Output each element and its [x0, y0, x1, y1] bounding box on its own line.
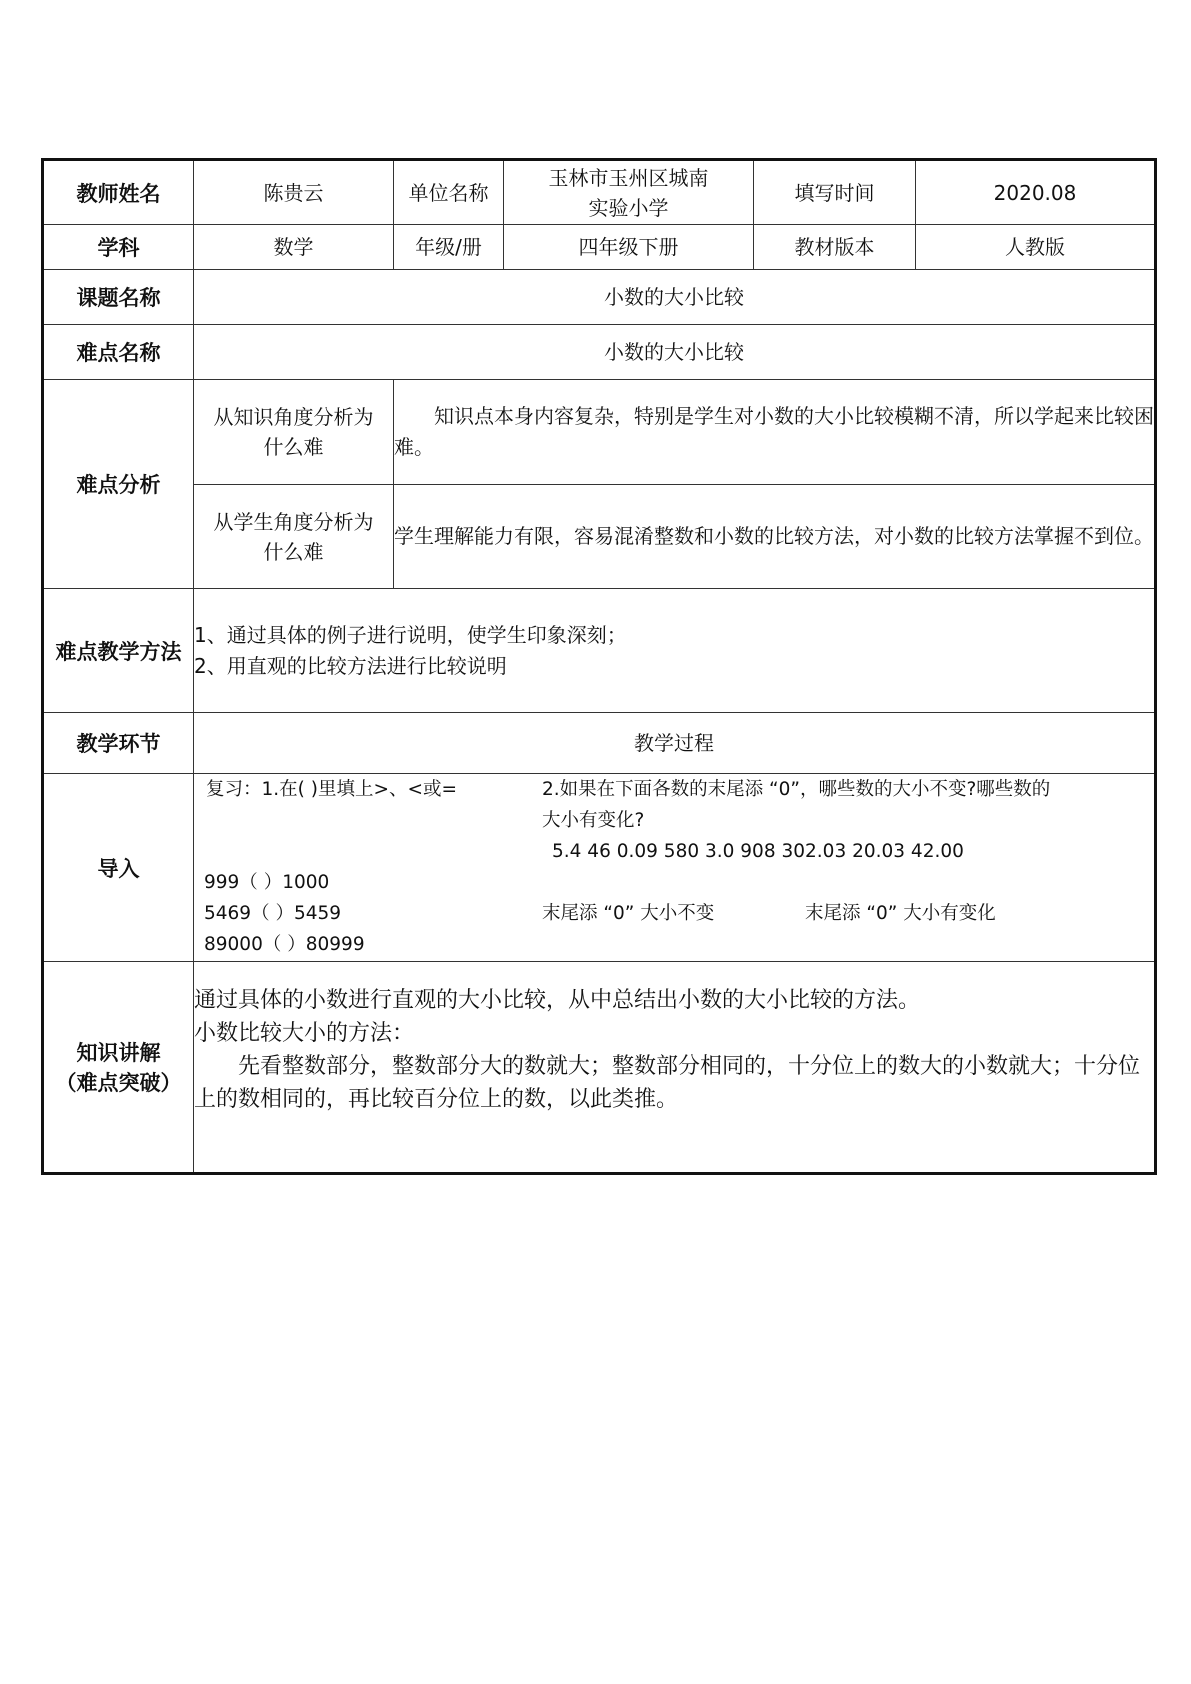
- knowledge-angle-label-line2: 什么难: [263, 435, 324, 459]
- analysis-row-knowledge: [43, 380, 1156, 485]
- method-line-1: 1、通过具体的例子进行说明，使学生印象深刻；: [194, 622, 627, 647]
- grade-value: 四年级下册: [504, 225, 754, 270]
- lesson-plan-table: [41, 158, 1157, 1175]
- topic-label: 课题名称: [43, 270, 194, 325]
- question-2-line2: 大小有变化?: [542, 810, 645, 831]
- method-line-2: 2、用直观的比较方法进行比较说明: [194, 653, 507, 678]
- edition-label: 教材版本: [754, 225, 916, 270]
- knowledge-row: [43, 962, 1156, 1174]
- intro-content: [194, 774, 1156, 962]
- intro-area: [194, 774, 1154, 958]
- review-question: 复习：1.在( )里填上>、<或=: [206, 779, 457, 800]
- process-value: 教学过程: [194, 713, 1156, 774]
- student-angle-label: [194, 485, 394, 589]
- knowledge-label-line2: （难点突破）: [55, 1071, 182, 1095]
- process-row: [43, 713, 1156, 774]
- difficulty-row: [43, 325, 1156, 380]
- unit-label: 单位名称: [394, 160, 504, 225]
- knowledge-line-2: 小数比较大小的方法：: [194, 1021, 415, 1046]
- method-content: [194, 589, 1156, 713]
- topic-value: 小数的大小比较: [194, 270, 1156, 325]
- teacher-label: 教师姓名: [43, 160, 194, 225]
- compare-item-2: 5469（ ）5459: [204, 903, 342, 924]
- header-row-2: [43, 225, 1156, 270]
- topic-row: [43, 270, 1156, 325]
- difficulty-value: 小数的大小比较: [194, 325, 1156, 380]
- knowledge-label: [43, 962, 194, 1174]
- compare-item-1: 999（ ）1000: [204, 872, 330, 893]
- teacher-value: 陈贵云: [194, 160, 394, 225]
- changed-label: 末尾添 “0” 大小有变化: [805, 903, 996, 924]
- question-2-line1: 2.如果在下面各数的末尾添 “0”，哪些数的大小不变?哪些数的: [542, 779, 1051, 800]
- fill-time-label: 填写时间: [754, 160, 916, 225]
- header-row-1: [43, 160, 1156, 225]
- knowledge-angle-label-line1: 从知识角度分析为: [213, 405, 374, 429]
- knowledge-angle-text: 知识点本身内容复杂，特别是学生对小数的大小比较模糊不清，所以学起来比较困难。: [394, 380, 1156, 485]
- knowledge-angle-label: [194, 380, 394, 485]
- intro-label: 导入: [43, 774, 194, 962]
- compare-item-3: 89000（ ）80999: [204, 934, 365, 955]
- difficulty-label: 难点名称: [43, 325, 194, 380]
- subject-label: 学科: [43, 225, 194, 270]
- analysis-row-student: [43, 485, 1156, 589]
- subject-value: 数学: [194, 225, 394, 270]
- knowledge-line-1: 通过具体的小数进行直观的大小比较，从中总结出小数的大小比较的方法。: [194, 988, 921, 1013]
- knowledge-content: [194, 962, 1156, 1174]
- unit-value-line1: 玉林市玉州区城南: [548, 165, 709, 190]
- analysis-label: 难点分析: [43, 380, 194, 589]
- knowledge-line-3: 先看整数部分，整数部分大的数就大；整数部分相同的，十分位上的数大的小数就大；十分位上的数相同的，再比较百分位上的数，以此类推。: [194, 1054, 1141, 1112]
- knowledge-label-line1: 知识讲解: [76, 1041, 161, 1065]
- method-label: 难点教学方法: [43, 589, 194, 713]
- intro-row: [43, 774, 1156, 962]
- fill-time-value: 2020.08: [916, 160, 1156, 225]
- edition-value: 人教版: [916, 225, 1156, 270]
- method-row: [43, 589, 1156, 713]
- student-angle-label-line1: 从学生角度分析为: [213, 509, 374, 534]
- grade-label: 年级/册: [394, 225, 504, 270]
- process-label: 教学环节: [43, 713, 194, 774]
- number-list: 5.4 46 0.09 580 3.0 908 302.03 20.03 42.00: [552, 841, 964, 862]
- student-angle-label-line2: 什么难: [263, 539, 324, 564]
- unit-value-line2: 实验小学: [588, 195, 669, 220]
- unit-value: [504, 160, 754, 225]
- student-angle-text: 学生理解能力有限，容易混淆整数和小数的比较方法，对小数的比较方法掌握不到位。: [394, 485, 1156, 589]
- unchanged-label: 末尾添 “0” 大小不变: [542, 903, 715, 924]
